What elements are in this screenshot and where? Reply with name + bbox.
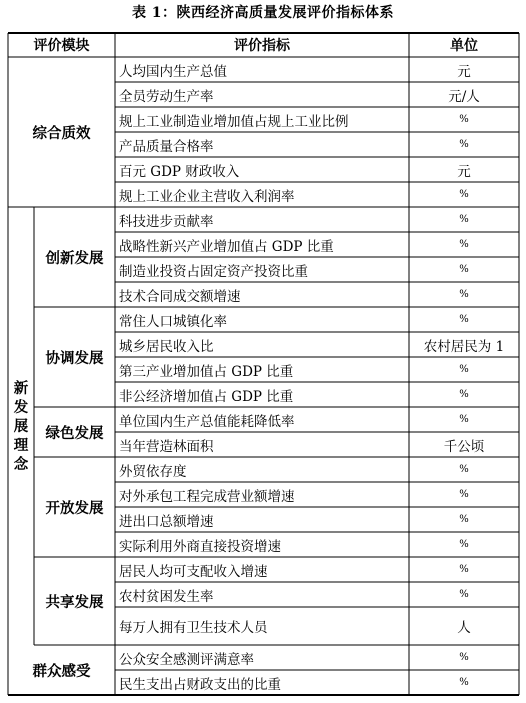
table-title: 表 1：陕西经济高质量发展评价指标体系 [131,5,395,21]
module-label [34,557,115,645]
indicator-cell-text: 产品质量合格率 [119,138,214,155]
indicator-cell [117,57,409,82]
module-label-text: 创新发展 [45,249,104,267]
indicator-cell [117,282,409,307]
unit-cell [409,307,519,332]
unit-cell-text: % [459,214,469,225]
module-label [34,307,115,407]
unit-cell [409,582,519,607]
indicator-cell-text: 制造业投资占固定资产投资比重 [119,263,308,280]
indicator-cell [117,107,409,132]
module-label-text: 绿色发展 [45,424,104,442]
module-label [8,57,115,207]
unit-cell-text: % [459,489,469,500]
indicator-cell [117,307,409,332]
indicator-cell-text: 第三产业增加值占 GDP 比重 [119,363,294,380]
unit-cell [409,357,519,382]
unit-cell [409,532,519,557]
concept-char: 念 [13,455,29,473]
module-label-text: 共享发展 [45,593,104,611]
unit-cell-text: 人 [457,620,471,636]
unit-cell-text: % [459,464,469,475]
indicator-cell-text: 居民人均可支配收入增速 [119,563,268,580]
indicator-cell [117,407,409,432]
indicator-cell [117,482,409,507]
indicator-cell-text: 当年营造林面积 [119,438,214,455]
indicator-cell [117,607,409,645]
indicator-cell-text: 非公经济增加值占 GDP 比重 [119,388,294,405]
indicator-cell-text: 全员劳动生产率 [119,88,214,105]
unit-cell [409,82,519,107]
unit-cell [409,107,519,132]
unit-cell-text: % [459,114,469,125]
header-indicator [115,33,409,57]
unit-cell [409,182,519,207]
indicator-cell [117,232,409,257]
unit-cell [409,132,519,157]
concept-char: 新 [13,379,29,397]
indicator-cell-text: 外贸依存度 [119,463,187,480]
indicator-cell [117,432,409,457]
module-label-text: 协调发展 [45,349,104,367]
indicator-cell [117,382,409,407]
indicator-cell [117,357,409,382]
indicator-cell-text: 人均国内生产总值 [119,63,227,80]
indicator-cell-text: 单位国内生产总值能耗降低率 [119,413,295,430]
unit-cell [409,407,519,432]
unit-cell [409,507,519,532]
concept-char: 展 [13,417,29,435]
unit-cell-text: % [459,139,469,150]
indicator-cell [117,82,409,107]
header-unit-text: 单位 [450,38,478,54]
indicator-cell-text: 技术合同成交额增速 [119,288,241,305]
indicator-cell-text: 规上工业制造业增加值占规上工业比例 [119,113,349,130]
unit-cell-text: % [459,314,469,325]
unit-cell [409,332,519,357]
module-label-text: 群众感受 [32,662,91,680]
unit-cell-text: % [459,652,469,663]
indicator-cell-text: 农村贫困发生率 [119,588,214,605]
unit-cell [409,482,519,507]
unit-cell [409,432,519,457]
unit-cell [409,157,519,182]
indicator-cell [117,670,409,695]
indicator-cell-text: 科技进步贡献率 [119,213,214,230]
unit-cell [409,282,519,307]
indicator-cell-text: 公众安全感测评满意率 [119,651,254,668]
unit-cell [409,557,519,582]
unit-cell-text: % [459,189,469,200]
header-module [8,33,115,57]
unit-cell-text: 千公顷 [443,438,485,455]
indicator-cell-text: 规上工业企业主营收入利润率 [119,188,295,205]
module-label-text: 开放发展 [45,499,104,517]
header-unit [409,33,519,57]
indicator-cell-text: 进出口总额增速 [119,513,214,530]
indicator-cell-text: 战略性新兴产业增加值占 GDP 比重 [119,238,334,255]
unit-cell [409,257,519,282]
unit-cell-text: 元/人 [448,88,480,105]
unit-cell-text: % [459,239,469,250]
module-label [8,645,115,695]
header-module-text: 评价模块 [33,38,90,54]
unit-cell-text: % [459,264,469,275]
indicator-cell-text: 百元 GDP 财政收入 [119,163,240,180]
unit-cell [409,207,519,232]
indicator-cell [117,182,409,207]
unit-cell-text: % [459,514,469,525]
indicator-cell [117,257,409,282]
unit-cell [409,670,519,695]
indicator-cell [117,157,409,182]
indicator-cell [117,507,409,532]
indicator-cell-text: 对外承包工程完成营业额增速 [119,488,295,505]
unit-cell [409,457,519,482]
module-label-text: 综合质效 [32,124,91,142]
module-label [34,207,115,307]
unit-cell-text: 农村居民为 1 [423,338,505,355]
indicator-cell-text: 每万人拥有卫生技术人员 [119,620,268,636]
header-indicator-text: 评价指标 [234,38,290,54]
indicator-cell [117,457,409,482]
unit-cell-text: % [459,564,469,575]
module-label [34,407,115,457]
unit-cell-text: % [459,389,469,400]
unit-cell [409,232,519,257]
unit-cell [409,607,519,645]
indicator-cell [117,582,409,607]
unit-cell-text: % [459,364,469,375]
indicator-cell-text: 常住人口城镇化率 [119,313,227,330]
indicator-cell [117,332,409,357]
unit-cell [409,382,519,407]
indicator-cell-text: 城乡居民收入比 [119,338,214,355]
module-label [34,457,115,557]
indicator-cell [117,207,409,232]
indicator-cell [117,532,409,557]
unit-cell [409,645,519,670]
unit-cell-text: % [459,677,469,688]
indicator-cell [117,645,409,670]
new-development-concept-label [8,207,34,645]
indicator-cell [117,132,409,157]
indicator-cell [117,557,409,582]
unit-cell-text: % [459,414,469,425]
concept-char: 理 [13,436,29,454]
unit-cell-text: 元 [457,163,471,180]
indicator-cell-text: 实际利用外商直接投资增速 [119,538,281,555]
unit-cell-text: % [459,589,469,600]
unit-cell-text: % [459,289,469,300]
unit-cell [409,57,519,82]
indicator-cell-text: 民生支出占财政支出的比重 [119,676,281,693]
unit-cell-text: % [459,539,469,550]
new-development-concept-text [12,379,30,474]
unit-cell-text: 元 [457,63,471,80]
concept-char: 发 [13,398,29,416]
